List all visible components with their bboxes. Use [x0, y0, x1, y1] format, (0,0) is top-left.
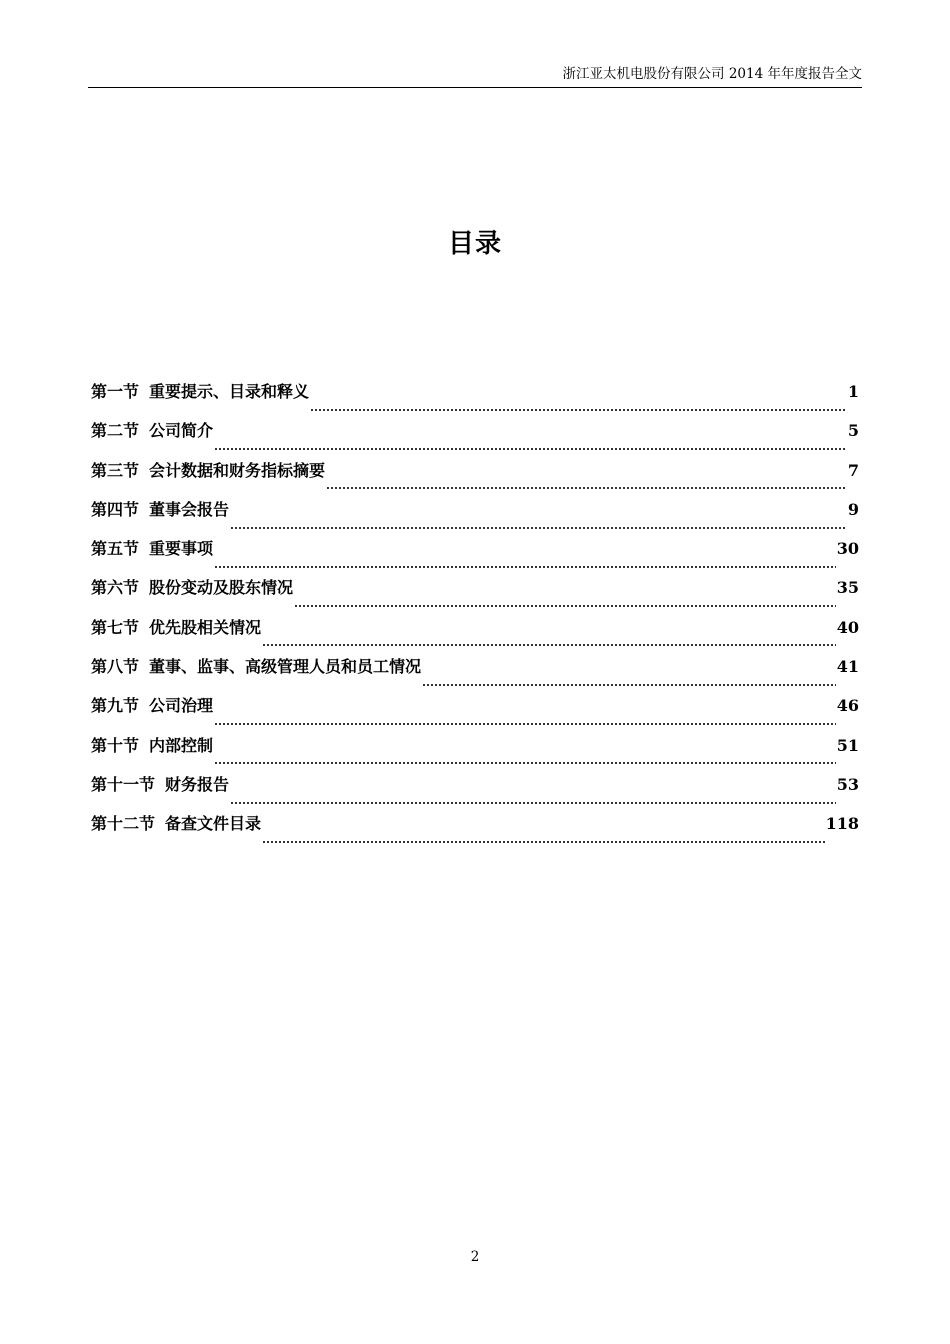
toc-list: [91, 380, 859, 852]
toc-dot-leader: [214, 556, 836, 568]
toc-section-title: 财务报告: [165, 774, 230, 794]
toc-section-title: 重要提示、目录和释义: [149, 382, 310, 401]
toc-page-number: 118: [825, 814, 859, 834]
toc-page-number: 35: [836, 578, 859, 598]
toc-dot-leader: [262, 634, 836, 646]
toc-page-number: 41: [836, 657, 859, 677]
toc-section-number: 第二节: [91, 421, 140, 441]
toc-dot-leader: [230, 517, 847, 529]
toc-section-title: 备查文件目录: [165, 814, 262, 834]
header-title: 浙江亚太机电股份有限公司 2014 年年度报告全文: [562, 66, 862, 82]
toc-section-number: 第六节: [91, 578, 140, 598]
toc-section-number: 第四节: [91, 499, 140, 519]
toc-item[interactable]: [91, 694, 859, 733]
toc-dot-leader: [214, 752, 836, 764]
toc-dot-leader: [230, 792, 836, 804]
page-header: [88, 62, 862, 88]
toc-page-number: 7: [847, 460, 859, 480]
toc-section-title: 董事、监事、高级管理人员和员工情况: [149, 657, 422, 677]
toc-section-number: 第九节: [91, 696, 140, 716]
toc-item[interactable]: [91, 537, 859, 576]
toc-page-number: 46: [836, 696, 859, 716]
toc-section-title: 公司治理: [149, 696, 214, 716]
toc-dot-leader: [214, 438, 847, 450]
toc-section-number: 第十一节: [91, 774, 156, 794]
toc-title: 目录: [447, 229, 502, 259]
toc-page-number: 40: [836, 617, 859, 637]
toc-item[interactable]: [91, 616, 859, 655]
toc-section-number: 第七节: [91, 617, 140, 637]
toc-section-title: 优先股相关情况: [149, 617, 262, 637]
toc-page-number: 5: [847, 421, 859, 441]
toc-item[interactable]: [91, 773, 859, 812]
toc-item[interactable]: [91, 812, 859, 851]
toc-dot-leader: [262, 831, 825, 843]
toc-section-title: 董事会报告: [149, 499, 230, 519]
toc-item[interactable]: [91, 380, 859, 419]
toc-section-title: 内部控制: [149, 735, 214, 755]
toc-page-number: 30: [836, 539, 859, 559]
page-number: 2: [470, 1249, 480, 1265]
toc-page-number: 1: [847, 382, 859, 401]
toc-section-number: 第三节: [91, 460, 140, 480]
toc-dot-leader: [422, 674, 836, 686]
toc-section-title: 公司简介: [149, 421, 214, 441]
toc-dot-leader: [310, 399, 847, 411]
toc-item[interactable]: [91, 576, 859, 615]
toc-item[interactable]: [91, 498, 859, 537]
toc-item[interactable]: [91, 419, 859, 458]
toc-page-number: 9: [847, 499, 859, 519]
toc-section-title: 重要事项: [149, 539, 214, 559]
toc-section-title: 会计数据和财务指标摘要: [149, 460, 326, 480]
toc-section-number: 第五节: [91, 539, 140, 559]
toc-page-number: 51: [836, 735, 859, 755]
toc-dot-leader: [294, 595, 836, 607]
toc-section-number: 第十节: [91, 735, 140, 755]
toc-section-title: 股份变动及股东情况: [149, 578, 294, 598]
toc-page-number: 53: [836, 774, 859, 794]
toc-section-number: 第一节: [91, 382, 140, 401]
toc-dot-leader: [326, 477, 847, 489]
toc-item[interactable]: [91, 459, 859, 498]
toc-item[interactable]: [91, 734, 859, 773]
toc-section-number: 第十二节: [91, 814, 156, 834]
toc-section-number: 第八节: [91, 657, 140, 677]
toc-item[interactable]: [91, 655, 859, 694]
toc-dot-leader: [214, 713, 836, 725]
